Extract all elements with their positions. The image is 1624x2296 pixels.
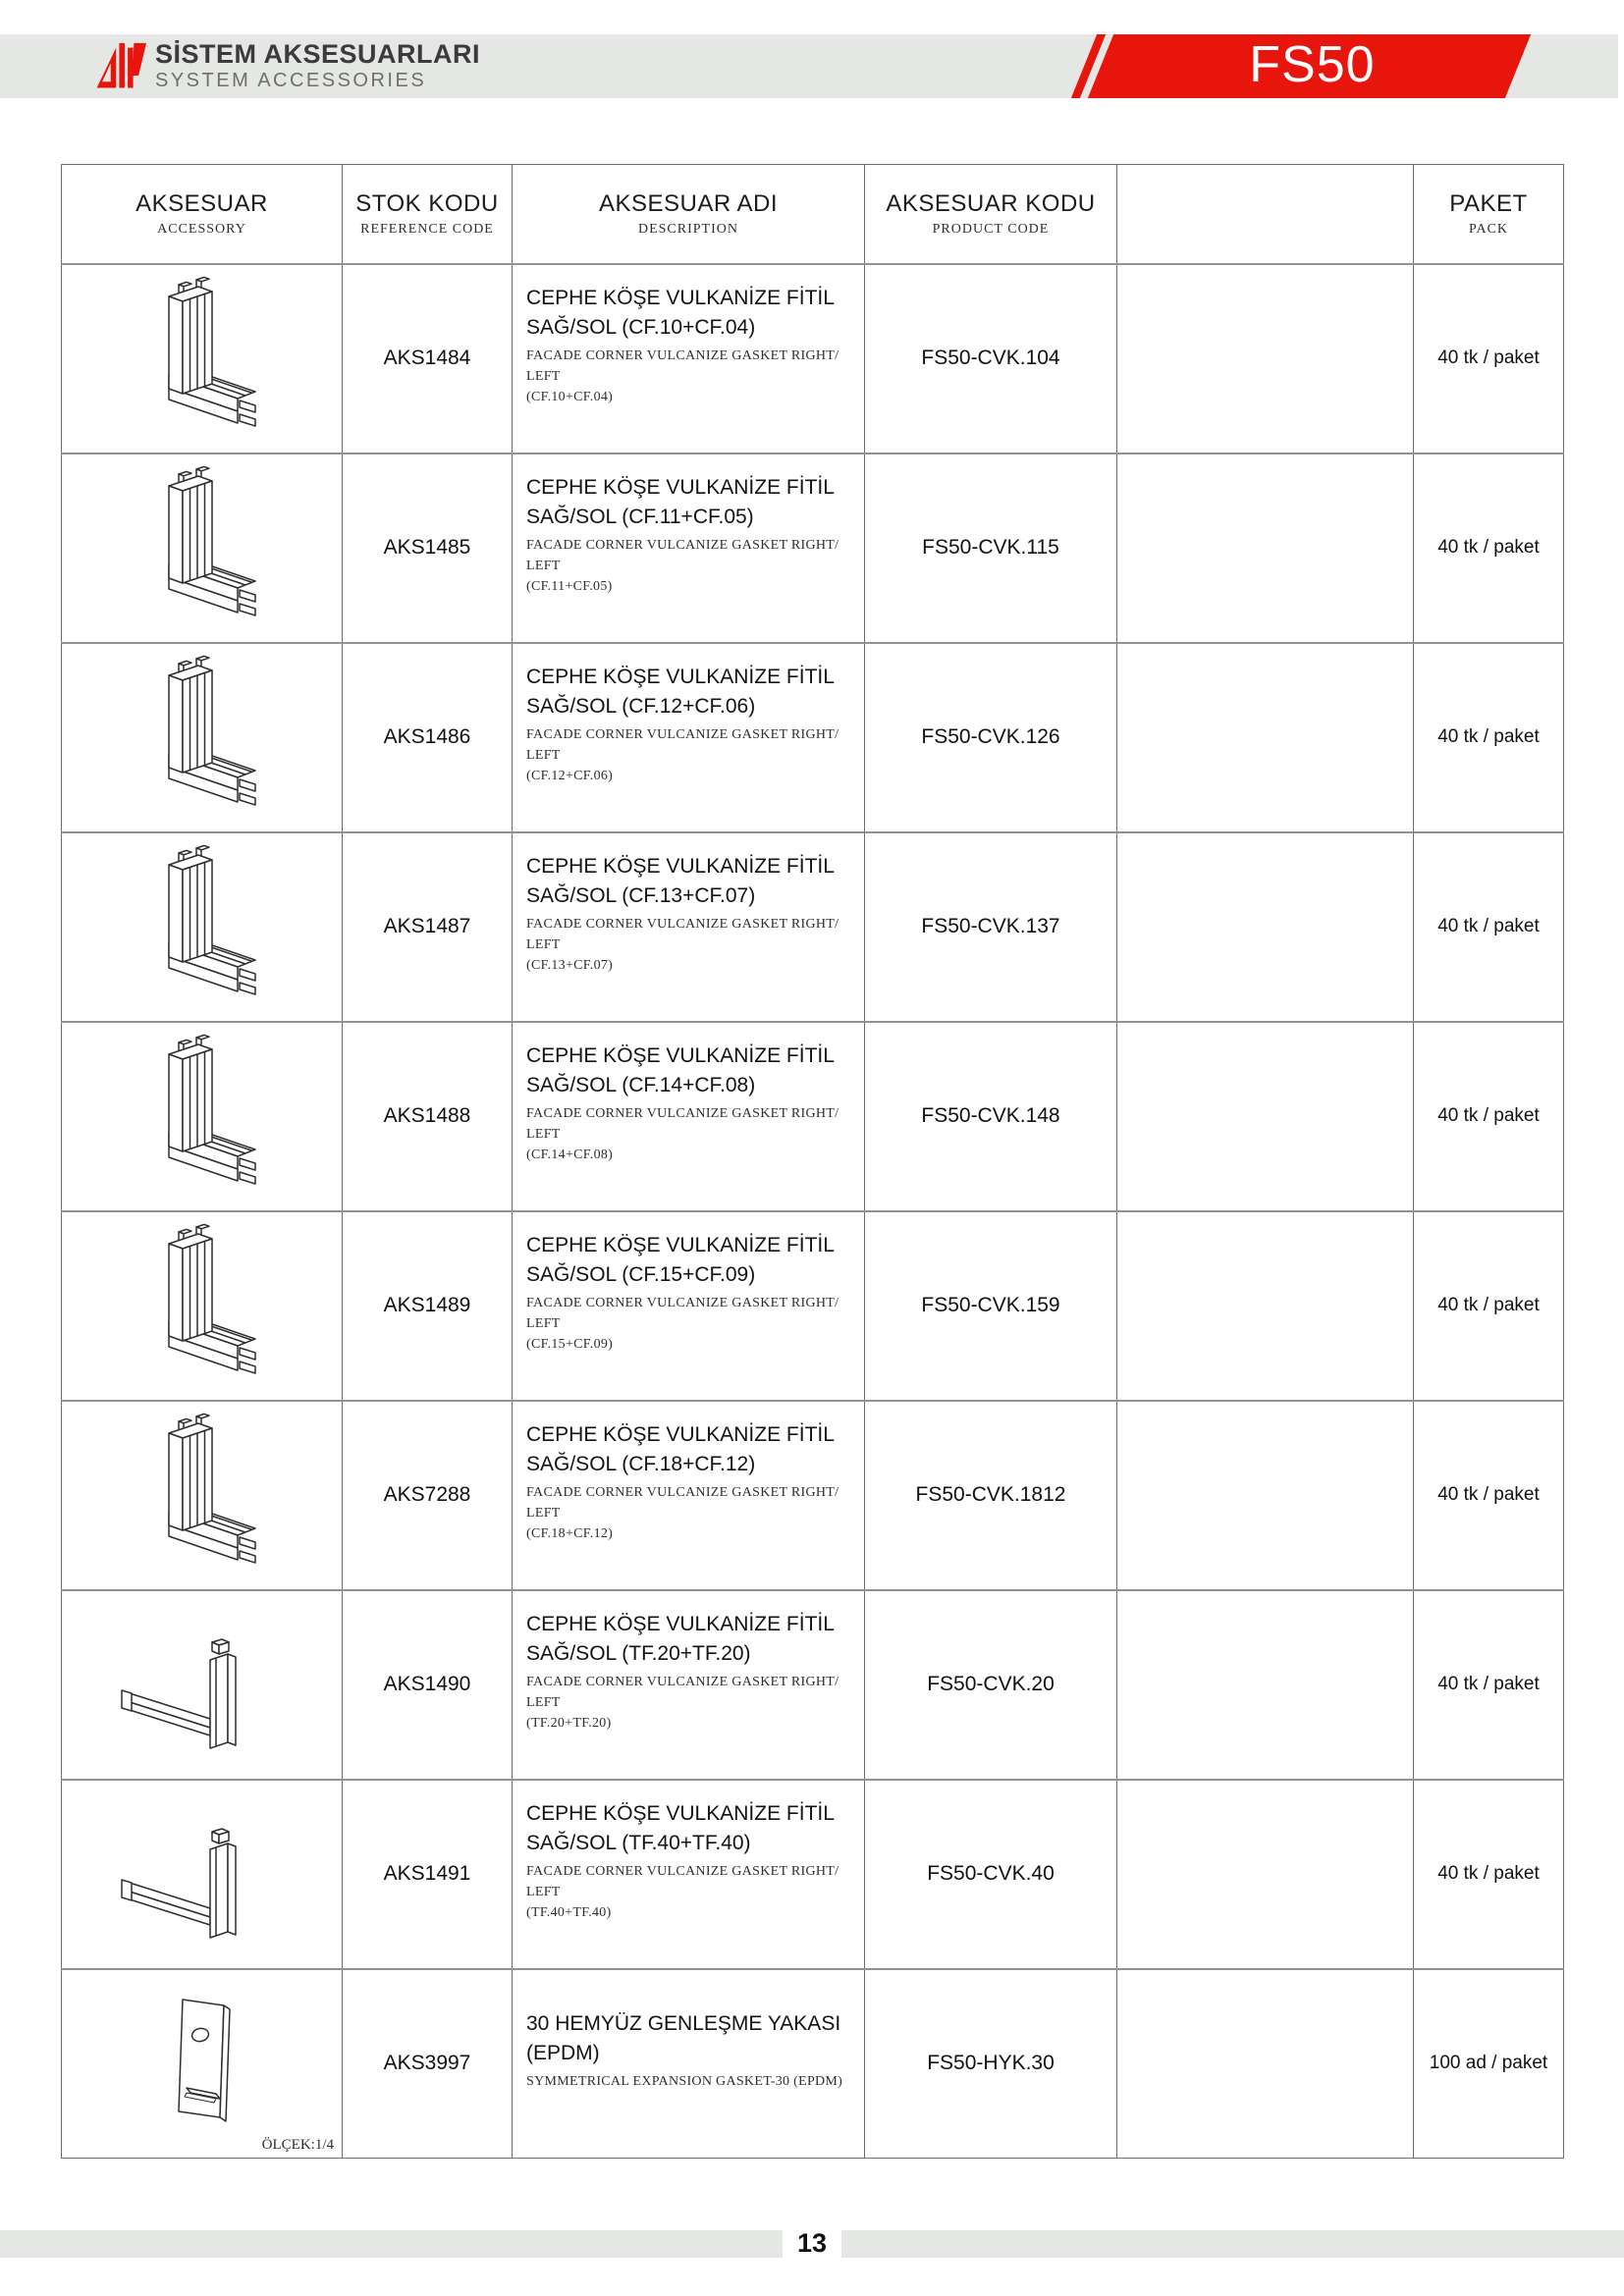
pack-quantity: 40 tk / paket xyxy=(1414,1401,1564,1590)
description-cell xyxy=(513,832,865,1022)
empty-cell xyxy=(1117,832,1414,1022)
description-cell xyxy=(513,1211,865,1401)
pack-quantity: 40 tk / paket xyxy=(1414,1022,1564,1211)
page-number-container xyxy=(783,2222,841,2264)
product-code: FS50-CVK.40 xyxy=(865,1780,1117,1969)
column-header-empty xyxy=(1117,165,1414,264)
table-row xyxy=(62,1211,1564,1401)
reference-code: AKS3997 xyxy=(343,1969,513,2159)
corner-rod-fin-gasket-drawing-icon xyxy=(104,1599,300,1766)
accessory-image-cell xyxy=(62,264,343,454)
pack-quantity: 40 tk / paket xyxy=(1414,643,1564,832)
product-code: FS50-CVK.104 xyxy=(865,264,1117,454)
reference-code: AKS1487 xyxy=(343,832,513,1022)
brand-title-english: SYSTEM ACCESSORIES xyxy=(155,70,427,91)
pack-quantity: 40 tk / paket xyxy=(1414,1211,1564,1401)
column-label-en: DESCRIPTION xyxy=(637,221,738,237)
table-row xyxy=(62,1401,1564,1590)
empty-cell xyxy=(1117,1590,1414,1780)
table-row xyxy=(62,832,1564,1022)
corner-l-gasket-drawing-icon xyxy=(104,1220,300,1387)
table-row xyxy=(62,643,1564,832)
corner-l-gasket-drawing-icon xyxy=(104,273,300,440)
table-body xyxy=(62,264,1564,2159)
description-turkish: CEPHE KÖŞE VULKANİZE FİTİL SAĞ/SOL (TF.40+TF.40) xyxy=(526,1802,835,1854)
description-cell xyxy=(513,264,865,454)
reference-code: AKS7288 xyxy=(343,1401,513,1590)
scale-note: ÖLÇEK:1/4 xyxy=(261,2137,334,2153)
table-row xyxy=(62,1780,1564,1969)
accessory-image-cell xyxy=(62,1590,343,1780)
empty-cell xyxy=(1117,1022,1414,1211)
pack-quantity: 40 tk / paket xyxy=(1414,264,1564,454)
column-header-accessory xyxy=(62,165,343,264)
pack-quantity: 40 tk / paket xyxy=(1414,832,1564,1022)
table-row xyxy=(62,1969,1564,2159)
column-header-description xyxy=(513,165,865,264)
description-turkish: CEPHE KÖŞE VULKANİZE FİTİL SAĞ/SOL (CF.14+CF.08) xyxy=(526,1044,835,1096)
accessory-image-cell xyxy=(62,832,343,1022)
corner-l-gasket-drawing-icon xyxy=(104,462,300,629)
reference-code: AKS1488 xyxy=(343,1022,513,1211)
column-label-tr: PAKET xyxy=(1449,189,1528,217)
description-english: SYMMETRICAL EXPANSION GASKET-30 (EPDM) xyxy=(526,2074,843,2090)
product-code: FS50-CVK.159 xyxy=(865,1211,1117,1401)
corner-l-gasket-drawing-icon xyxy=(104,652,300,819)
description-cell xyxy=(513,1590,865,1780)
corner-rod-fin-gasket-drawing-icon xyxy=(104,1789,300,1955)
table-header-row xyxy=(62,165,1564,264)
description-cell xyxy=(513,1401,865,1590)
table-row xyxy=(62,1590,1564,1780)
accessories-table xyxy=(61,164,1564,2159)
column-header-reference-code xyxy=(343,165,513,264)
pack-quantity: 40 tk / paket xyxy=(1414,454,1564,643)
column-label-tr: AKSESUAR xyxy=(135,189,268,217)
product-code: FS50-CVK.126 xyxy=(865,643,1117,832)
column-label-tr: AKSESUAR KODU xyxy=(886,189,1096,217)
product-code: FS50-CVK.1812 xyxy=(865,1401,1117,1590)
column-header-pack xyxy=(1414,165,1564,264)
description-english: FACADE CORNER VULCANIZE GASKET RIGHT/ LEFT (CF.11+CF.05) xyxy=(526,538,839,594)
table-row xyxy=(62,1022,1564,1211)
column-label-tr: STOK KODU xyxy=(355,189,499,217)
system-badge xyxy=(1093,34,1531,98)
description-english: FACADE CORNER VULCANIZE GASKET RIGHT/ LEFT (TF.20+TF.20) xyxy=(526,1675,839,1731)
product-code: FS50-CVK.148 xyxy=(865,1022,1117,1211)
column-label-tr: AKSESUAR ADI xyxy=(598,189,779,217)
product-code: FS50-CVK.115 xyxy=(865,454,1117,643)
column-label-en: REFERENCE CODE xyxy=(360,221,494,237)
description-cell xyxy=(513,1780,865,1969)
pack-quantity: 40 tk / paket xyxy=(1414,1590,1564,1780)
description-cell xyxy=(513,454,865,643)
pack-quantity: 100 ad / paket xyxy=(1414,1969,1564,2159)
description-cell xyxy=(513,1022,865,1211)
accessory-image-cell xyxy=(62,643,343,832)
reference-code: AKS1490 xyxy=(343,1590,513,1780)
column-header-product-code xyxy=(865,165,1117,264)
pack-quantity: 40 tk / paket xyxy=(1414,1780,1564,1969)
accessory-image-cell xyxy=(62,1022,343,1211)
brand-titles xyxy=(155,39,480,93)
empty-cell xyxy=(1117,454,1414,643)
description-cell xyxy=(513,1969,865,2159)
description-turkish: 30 HEMYÜZ GENLEŞME YAKASI (EPDM) xyxy=(526,2012,841,2065)
accessory-image-cell xyxy=(62,1401,343,1590)
corner-l-gasket-drawing-icon xyxy=(104,1031,300,1198)
column-label-en: PRODUCT CODE xyxy=(932,221,1050,237)
product-code: FS50-CVK.20 xyxy=(865,1590,1117,1780)
accessory-image-cell xyxy=(62,1211,343,1401)
table-header xyxy=(62,165,1564,264)
page-number: 13 xyxy=(796,2228,828,2258)
reference-code: AKS1485 xyxy=(343,454,513,643)
description-english: FACADE CORNER VULCANIZE GASKET RIGHT/ LEFT (CF.10+CF.04) xyxy=(526,348,839,404)
reference-code: AKS1491 xyxy=(343,1780,513,1969)
empty-cell xyxy=(1117,1401,1414,1590)
empty-cell xyxy=(1117,643,1414,832)
corner-l-gasket-drawing-icon xyxy=(104,841,300,1008)
accessory-image-cell xyxy=(62,454,343,643)
description-turkish: CEPHE KÖŞE VULKANİZE FİTİL SAĞ/SOL (CF.12+CF.06) xyxy=(526,666,835,718)
column-label-en: PACK xyxy=(1468,221,1509,237)
table-row xyxy=(62,454,1564,643)
description-turkish: CEPHE KÖŞE VULKANİZE FİTİL SAĞ/SOL (CF.13+CF.07) xyxy=(526,855,835,907)
description-english: FACADE CORNER VULCANIZE GASKET RIGHT/ LEFT (CF.12+CF.06) xyxy=(526,727,839,783)
reference-code: AKS1486 xyxy=(343,643,513,832)
description-english: FACADE CORNER VULCANIZE GASKET RIGHT/ LEFT (CF.15+CF.09) xyxy=(526,1296,839,1352)
table-row xyxy=(62,264,1564,454)
reference-code: AKS1484 xyxy=(343,264,513,454)
system-badge-label: FS50 xyxy=(1249,36,1376,93)
accessory-image-cell xyxy=(62,1969,343,2159)
description-turkish: CEPHE KÖŞE VULKANİZE FİTİL SAĞ/SOL (TF.20+TF.20) xyxy=(526,1613,835,1665)
description-turkish: CEPHE KÖŞE VULKANİZE FİTİL SAĞ/SOL (CF.15+CF.09) xyxy=(526,1234,835,1286)
description-english: FACADE CORNER VULCANIZE GASKET RIGHT/ LEFT (CF.13+CF.07) xyxy=(526,917,839,973)
brand-title-turkish: SİSTEM AKSESUARLARI xyxy=(155,39,481,69)
reference-code: AKS1489 xyxy=(343,1211,513,1401)
description-turkish: CEPHE KÖŞE VULKANİZE FİTİL SAĞ/SOL (CF.11+CF.05) xyxy=(526,476,835,528)
product-code: FS50-HYK.30 xyxy=(865,1969,1117,2159)
column-label-en: ACCESSORY xyxy=(157,221,246,237)
description-turkish: CEPHE KÖŞE VULKANİZE FİTİL SAĞ/SOL (CF.10+CF.04) xyxy=(526,287,835,339)
corner-l-gasket-drawing-icon xyxy=(104,1410,300,1576)
description-english: FACADE CORNER VULCANIZE GASKET RIGHT/ LEFT (CF.18+CF.12) xyxy=(526,1485,839,1541)
empty-cell xyxy=(1117,1780,1414,1969)
description-english: FACADE CORNER VULCANIZE GASKET RIGHT/ LEFT (TF.40+TF.40) xyxy=(526,1864,839,1920)
brand-logo-icon xyxy=(95,38,146,94)
empty-cell xyxy=(1117,264,1414,454)
expansion-plate-drawing-icon xyxy=(104,1978,300,2145)
description-cell xyxy=(513,643,865,832)
accessory-image-cell xyxy=(62,1780,343,1969)
product-code: FS50-CVK.137 xyxy=(865,832,1117,1022)
footer-band xyxy=(0,2230,1624,2258)
description-turkish: CEPHE KÖŞE VULKANİZE FİTİL SAĞ/SOL (CF.18+CF.12) xyxy=(526,1423,835,1475)
description-english: FACADE CORNER VULCANIZE GASKET RIGHT/ LEFT (CF.14+CF.08) xyxy=(526,1106,839,1162)
empty-cell xyxy=(1117,1969,1414,2159)
empty-cell xyxy=(1117,1211,1414,1401)
